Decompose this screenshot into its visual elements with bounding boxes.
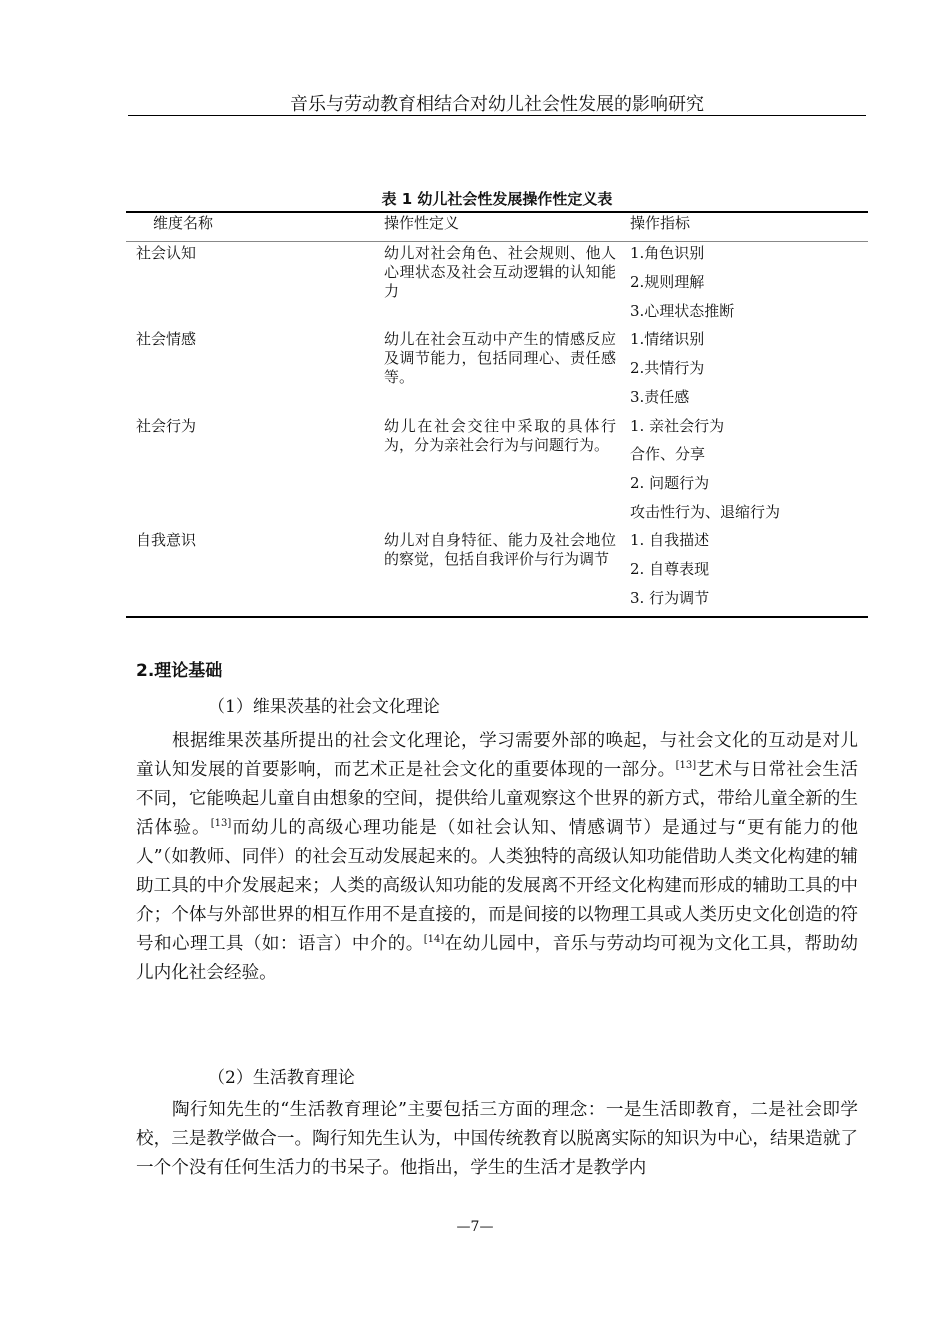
table-cell-definition: 幼儿在社会互动中产生的情感反应及调节能力，包括同理心、责任感等。 <box>384 330 616 386</box>
table-cell-dimension: 社会行为 <box>136 417 197 435</box>
subsection-heading: （1）维果茨基的社会文化理论 <box>208 697 440 717</box>
table-header-rule <box>126 241 868 242</box>
table-cell-indicator: 1.角色识别 <box>630 244 705 262</box>
section-heading: 2.理论基础 <box>136 661 223 681</box>
table-cell-indicator: 2. 自尊表现 <box>630 560 710 578</box>
paragraph-text: 而幼儿的高级心理功能是（如社会认知、情感调节）是通过与“更有能力的他人”（如教师、同伴）的社会互动发展起来的。人类独特的高级认知功能借助人类文化构建的辅助工具的中介发展起来；人类的高级认知功能的发展离不开经文化构建而形成的辅助工具的中介；个体与外部世界的相互作用不是直接的，而是间接的以物理工具或人类历史文化创造的符号和心理工具（如：语言）中介的。 <box>136 818 858 954</box>
table-cell-indicator: 2.规则理解 <box>630 273 705 291</box>
table-cell-indicator: 2.共情行为 <box>630 359 705 377</box>
paragraph-text: 艺术与日常社会生活不同，它能唤起儿童自由想象的空间，提供给儿童观察这个世界的新方式，带给儿童全新的生活体验。 <box>136 760 858 838</box>
header-rule <box>128 115 866 116</box>
table-cell-indicator: 2. 问题行为 <box>630 474 710 492</box>
citation: [13] <box>675 760 697 772</box>
citation: [13] <box>210 818 232 830</box>
running-header: 音乐与劳动教育相结合对幼儿社会性发展的影响研究 <box>290 94 704 115</box>
table-cell-indicator: 合作、分享 <box>630 445 706 463</box>
table-cell-definition: 幼儿对社会角色、社会规则、他人心理状态及社会互动逻辑的认知能力 <box>384 244 616 300</box>
column-header: 操作性定义 <box>384 214 460 232</box>
table-cell-definition: 幼儿对自身特征、能力及社会地位的察觉，包括自我评价与行为调节 <box>384 531 616 568</box>
table-cell-indicator: 1. 自我描述 <box>630 531 710 549</box>
body-paragraph <box>136 727 858 988</box>
table-cell-indicator: 1.情绪识别 <box>630 330 705 348</box>
table-cell-indicator: 攻击性行为、退缩行为 <box>630 503 781 521</box>
paragraph-text: 根据维果茨基所提出的社会文化理论，学习需要外部的唤起，与社会文化的互动是对儿童认知发展的首要影响，而艺术正是社会文化的重要体现的一部分。 <box>136 731 858 780</box>
column-header: 操作指标 <box>630 214 691 232</box>
paragraph-text: 在幼儿园中，音乐与劳动均可视为文化工具，帮助幼儿内化社会经验。 <box>136 934 858 983</box>
citation: [14] <box>423 934 445 946</box>
table-cell-indicator: 3.责任感 <box>630 388 690 406</box>
table-top-rule <box>126 211 868 213</box>
table-cell-indicator: 3. 行为调节 <box>630 589 710 607</box>
table-caption: 表 1 幼儿社会性发展操作性定义表 <box>381 190 613 208</box>
column-header: 维度名称 <box>153 214 214 232</box>
table-cell-definition: 幼儿在社会交往中采取的具体行为，分为亲社会行为与问题行为。 <box>384 417 616 454</box>
table-cell-dimension: 社会情感 <box>136 330 197 348</box>
subsection-heading: （2）生活教育理论 <box>208 1068 355 1088</box>
table-cell-indicator: 3.心理状态推断 <box>630 302 735 320</box>
page-number: —7— <box>456 1219 494 1235</box>
table-cell-indicator: 1. 亲社会行为 <box>630 417 725 435</box>
table-bottom-rule <box>126 616 868 618</box>
table-cell-dimension: 自我意识 <box>136 531 197 549</box>
body-paragraph: 陶行知先生的“生活教育理论”主要包括三方面的理念：一是生活即教育，二是社会即学校，三是教学做合一。陶行知先生认为，中国传统教育以脱离实际的知识为中心，结果造就了一个个没有任何生活力的书呆子。他指出，学生的生活才是教学内 <box>136 1100 858 1178</box>
table-cell-dimension: 社会认知 <box>136 244 197 262</box>
